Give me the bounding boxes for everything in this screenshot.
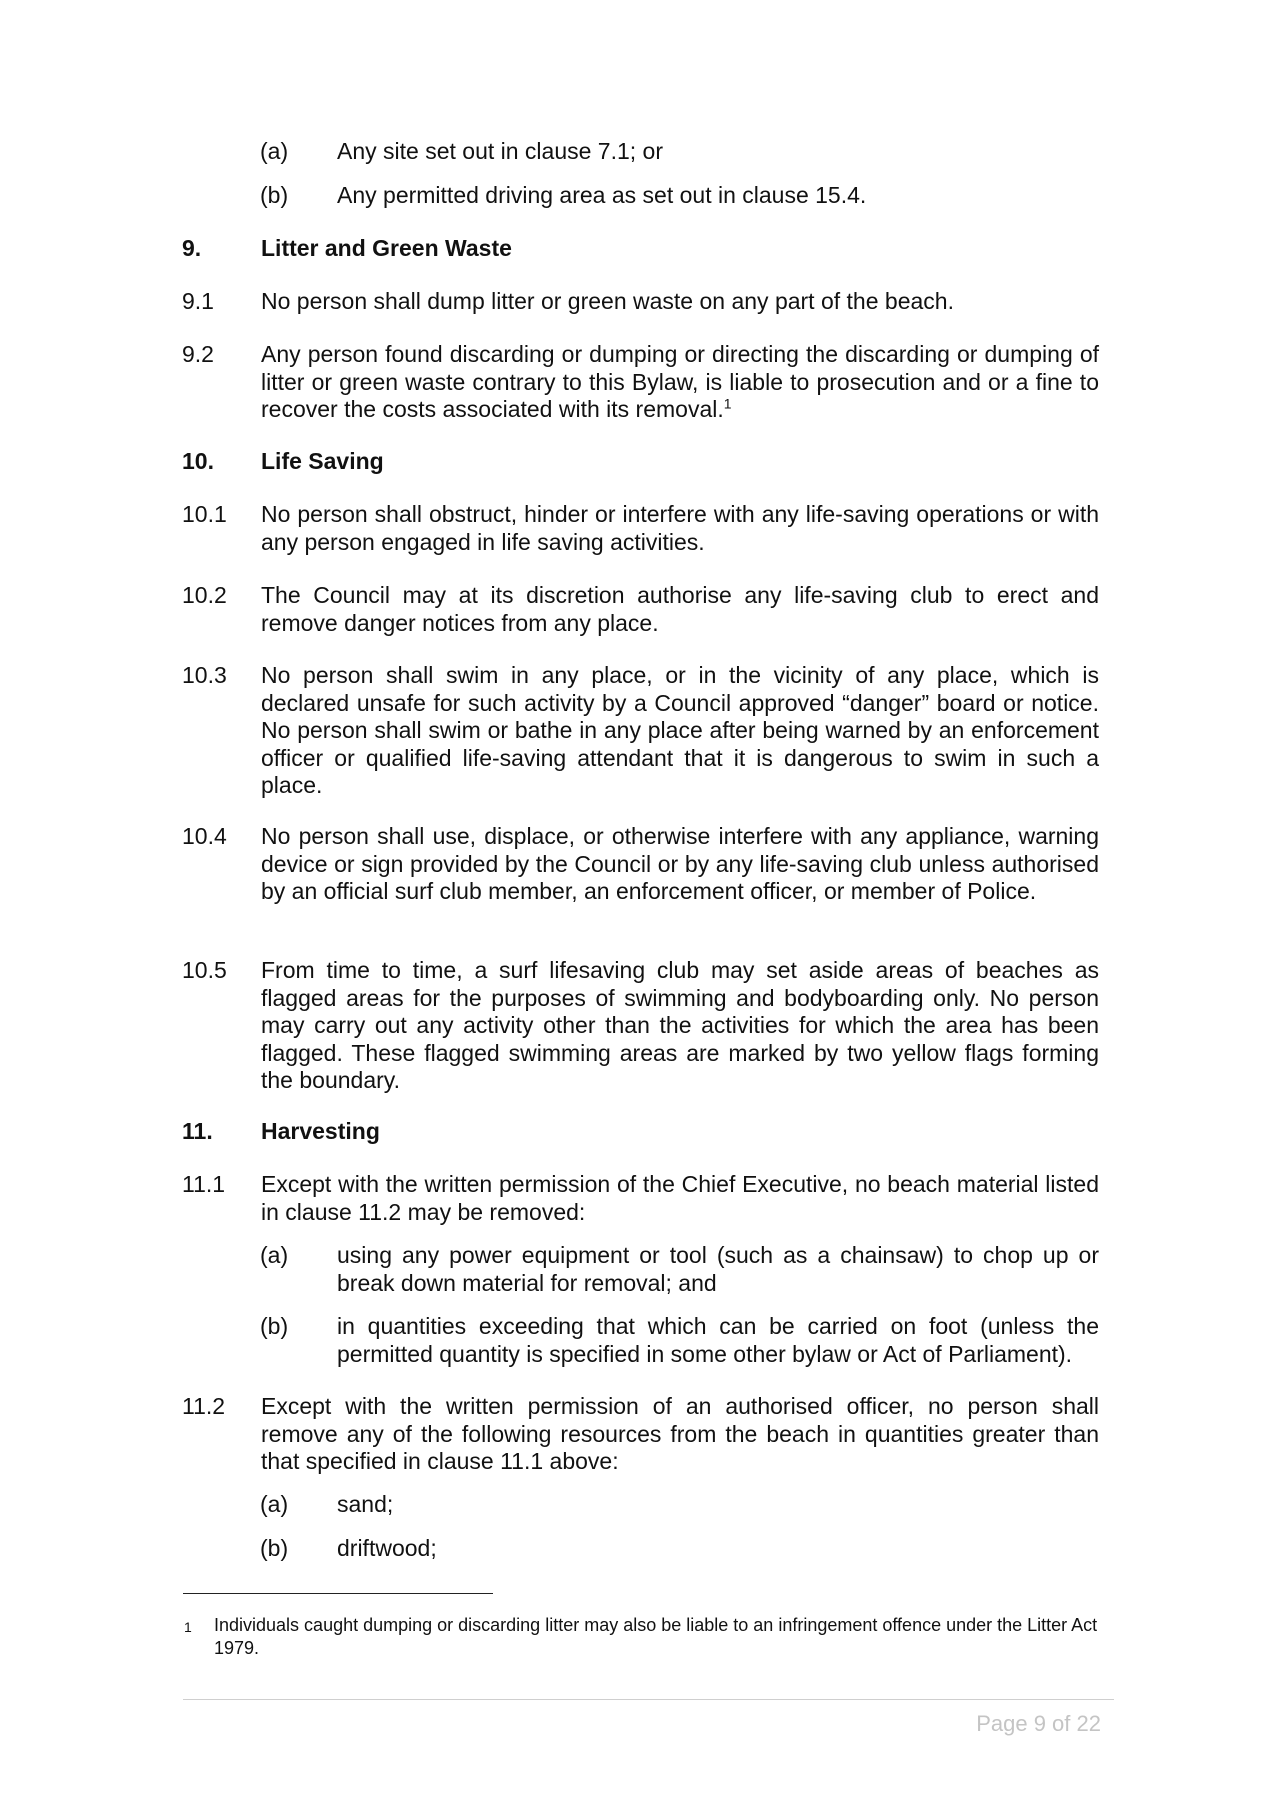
footnote-mark: 1 — [184, 1619, 192, 1635]
item-text: Any site set out in clause 7.1; or — [337, 138, 664, 164]
clause-number: 9.2 — [182, 341, 214, 367]
clause-text: No person shall obstruct, hinder or interfere with any life-saving operations or with any person engaged in life saving activities. — [261, 501, 1099, 555]
section-number: 10. — [182, 448, 214, 474]
clause-text — [261, 341, 1099, 424]
clause-number: 9.1 — [182, 288, 214, 314]
item-label: (b) — [260, 1535, 289, 1561]
footer-divider — [183, 1699, 1114, 1700]
clause-text: No person shall use, displace, or otherwise interfere with any appliance, warning device or sign provided by the Council or by any life-saving club unless authorised by an official surf club member, an enforcement officer, or member of Police. — [261, 823, 1099, 904]
item-text: driftwood; — [337, 1535, 437, 1561]
clause-text: No person shall swim in any place, or in the vicinity of any place, which is declared unsafe for such activity by a Council approved “danger” board or notice. No person shall swim or bathe in any place after being warned by an enforcement officer or qualified life-saving attendant that it is dangerous to swim in such a place. — [261, 662, 1099, 798]
item-label: (a) — [260, 138, 289, 164]
clause-number: 10.4 — [182, 823, 227, 849]
clause-number: 10.3 — [182, 662, 227, 688]
item-text: using any power equipment or tool (such as a chainsaw) to chop up or break down material for removal; and — [337, 1242, 1099, 1296]
footnote-separator — [183, 1593, 493, 1594]
item-label: (a) — [260, 1242, 289, 1268]
item-label: (a) — [260, 1491, 289, 1517]
clause-number: 10.1 — [182, 501, 227, 527]
clause-text: Except with the written permission of the Chief Executive, no beach material listed in clause 11.2 may be removed: — [261, 1171, 1099, 1225]
clause-text: From time to time, a surf lifesaving club may set aside areas of beaches as flagged areas for the purposes of swimming and bodyboarding only. No person may carry out any activity other than the activities for which the area has been flagged. These flagged swimming areas are marked by two yellow flags forming the boundary. — [261, 957, 1099, 1093]
clause-number: 10.2 — [182, 582, 227, 608]
clause-text: The Council may at its discretion authorise any life-saving club to erect and remove danger notices from any place. — [261, 582, 1099, 636]
item-text: in quantities exceeding that which can be carried on foot (unless the permitted quantity is specified in some other bylaw or Act of Parliament). — [337, 1313, 1099, 1367]
section-number: 11. — [182, 1118, 213, 1144]
page-number: Page 9 of 22 — [976, 1711, 1101, 1736]
section-title: Harvesting — [261, 1118, 380, 1144]
clause-number: 11.1 — [182, 1171, 226, 1197]
clause-text-body: Any person found discarding or dumping or directing the discarding or dumping of litter or green waste contrary to this Bylaw, is liable to prosecution and or a fine to recover the costs associated with its removal. — [261, 341, 1099, 422]
section-number: 9. — [182, 235, 202, 261]
section-title: Life Saving — [261, 448, 384, 474]
section-title: Litter and Green Waste — [261, 235, 512, 261]
item-text: Any permitted driving area as set out in clause 15.4. — [337, 182, 867, 208]
item-label: (b) — [260, 1313, 289, 1339]
item-text: sand; — [337, 1491, 394, 1517]
clause-text: Except with the written permission of an authorised officer, no person shall remove any of the following resources from the beach in quantities greater than that specified in clause 11.1 above: — [261, 1393, 1099, 1474]
clause-number: 10.5 — [182, 957, 227, 983]
footnote-text: Individuals caught dumping or discarding litter may also be liable to an infringement offence under the Litter Act 1979. — [214, 1615, 1098, 1658]
clause-text: No person shall dump litter or green waste on any part of the beach. — [261, 288, 954, 314]
item-label: (b) — [260, 182, 289, 208]
clause-number: 11.2 — [182, 1393, 226, 1419]
footnote-reference[interactable]: 1 — [723, 395, 732, 412]
